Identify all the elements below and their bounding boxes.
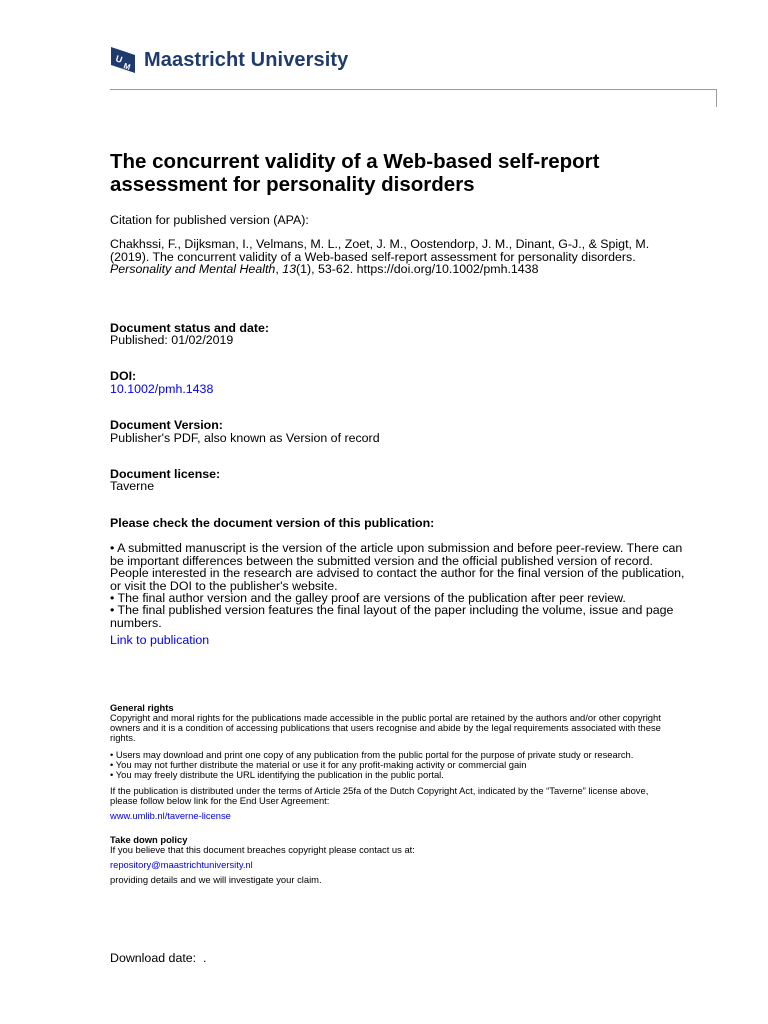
university-logo	[110, 46, 348, 74]
citation-line	[110, 263, 716, 275]
svg-text:M: M	[122, 61, 132, 72]
citation-block	[110, 238, 716, 275]
license-value: Taverne	[110, 479, 155, 494]
header-rule	[110, 89, 717, 90]
svg-text:U: U	[114, 53, 124, 65]
rights-line: owners and it is a condition of accessing publications that users recognise and abide by the legal requirements associated with these	[110, 721, 661, 733]
doi-label: DOI:	[110, 369, 137, 384]
taverne-line: If the publication is distributed under the terms of Article 25fa of the Dutch Copyright Act, indicated by the “Taverne” license above,	[110, 784, 649, 796]
check-line: • The final published version features the final layout of the paper including the volume, issue and page	[110, 603, 674, 618]
takedown-email-link[interactable]: repository@maastrichtuniversity.nl	[110, 858, 253, 870]
version-label: Document Version:	[110, 418, 223, 433]
citation-rest: (1), 53-62. https://doi.org/10.1002/pmh.1438	[296, 262, 539, 277]
document-title	[110, 150, 716, 196]
license-label: Document license:	[110, 467, 221, 482]
title-line: The concurrent validity of a Web-based self-report	[110, 150, 600, 173]
rights-bullet: • You may freely distribute the URL identifying the publication in the public portal.	[110, 768, 444, 780]
status-label: Document status and date:	[110, 320, 270, 335]
takedown-line: If you believe that this document breaches copyright please contact us at:	[110, 843, 415, 855]
citation-sep: ,	[275, 262, 283, 277]
um-logo-icon	[110, 46, 136, 74]
header-rule-tick	[716, 89, 717, 107]
citation-label: Citation for published version (APA):	[110, 213, 309, 227]
download-label: Download date:	[110, 950, 197, 965]
status-value: Published: 01/02/2019	[110, 333, 234, 348]
check-line: • The final author version and the galley proof are versions of the publication after peer review.	[110, 590, 626, 605]
logo-text: Maastricht University	[144, 48, 349, 71]
rights-bullet: • Users may download and print one copy of any publication from the public portal for the purpose of private study or research.	[110, 748, 634, 760]
citation-journal: Personality and Mental Health	[110, 262, 276, 277]
download-value: .	[203, 950, 207, 965]
takedown-section	[110, 835, 716, 885]
download-date	[110, 952, 716, 964]
doi-link[interactable]: 10.1002/pmh.1438	[110, 381, 214, 396]
version-value: Publisher's PDF, also known as Version of record	[110, 430, 380, 445]
check-line: or visit the DOI to the publisher's website.	[110, 578, 338, 593]
check-line: • A submitted manuscript is the version of the article upon submission and before peer-review. There can	[110, 541, 683, 556]
rights-line: rights.	[110, 731, 136, 743]
check-line: be important differences between the submitted version and the official published version of record.	[110, 553, 653, 568]
check-heading: Please check the document version of this publication:	[110, 515, 435, 530]
publication-link[interactable]: Link to publication	[110, 633, 210, 648]
citation-line: (2019). The concurrent validity of a Web-based self-report assessment for personality disorders.	[110, 249, 636, 264]
rights-line: Copyright and moral rights for the publications made accessible in the public portal are retained by the authors and/or other copyright	[110, 711, 661, 723]
citation-volume: 13	[282, 262, 296, 277]
takedown-line: providing details and we will investigate your claim.	[110, 873, 322, 885]
taverne-license-link[interactable]: www.umlib.nl/taverne-license	[110, 809, 231, 821]
check-bullets	[110, 542, 716, 629]
citation-line: Chakhssi, F., Dijksman, I., Velmans, M. L., Zoet, J. M., Oostendorp, J. M., Dinant, G-J., & Spigt, M.	[110, 237, 650, 252]
title-line: assessment for personality disorders	[110, 173, 475, 196]
takedown-heading: Take down policy	[110, 833, 188, 845]
check-line: numbers.	[110, 615, 162, 630]
rights-bullet: • You may not further distribute the material or use it for any profit-making activity or commercial gain	[110, 758, 527, 770]
taverne-line: please follow below link for the End User Agreement:	[110, 794, 330, 806]
general-rights-section	[110, 703, 716, 821]
check-line: People interested in the research are advised to contact the author for the final version of the publication,	[110, 566, 685, 581]
document-body	[110, 150, 716, 964]
general-rights-heading: General rights	[110, 701, 174, 713]
